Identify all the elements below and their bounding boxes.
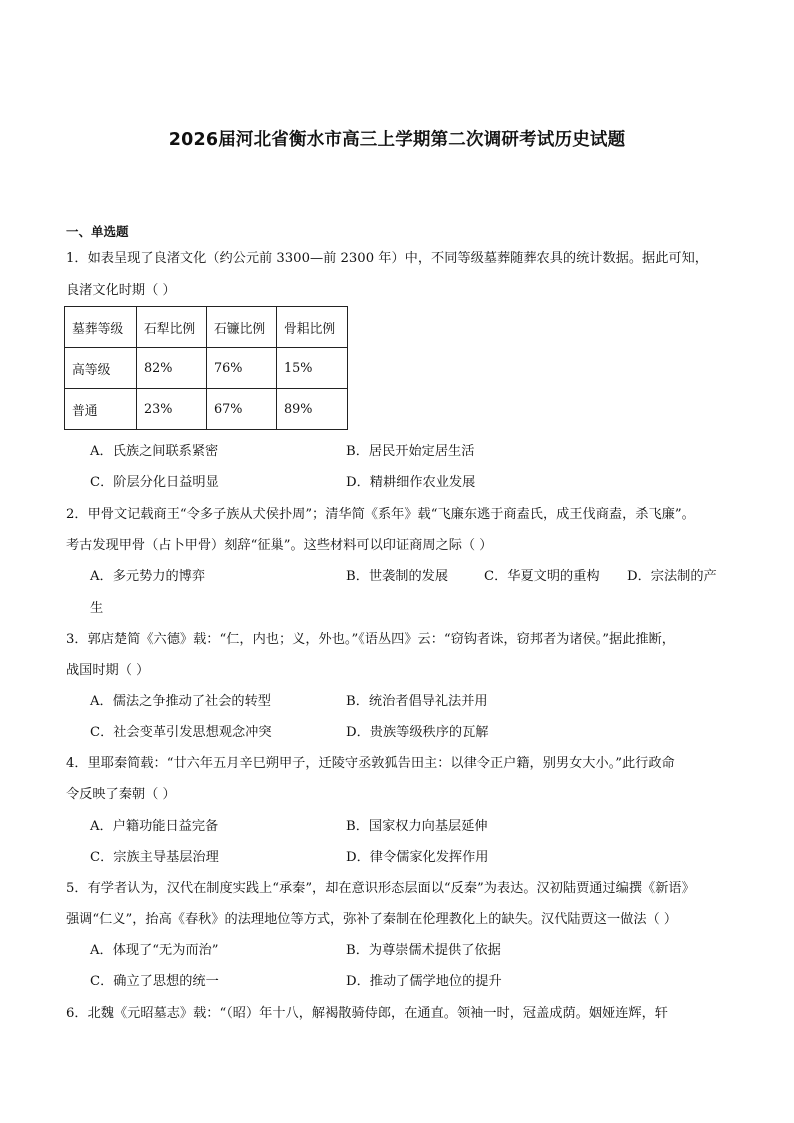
table-header-cell: 骨耜比例 — [277, 307, 348, 348]
table-cell: 23% — [137, 389, 207, 430]
option-b[interactable]: B．为尊崇儒术提供了依据 — [346, 943, 501, 958]
table-header-cell: 石犁比例 — [137, 307, 207, 348]
option-b[interactable]: B．国家权力向基层延伸 — [346, 819, 488, 834]
question-4-text: 4．里耶秦简载：“廿六年五月辛巳朔甲子，迁陵守丞敦狐告田主：以律令正户籍，别男女大小。”此行政命 — [66, 756, 675, 771]
option-b[interactable]: B．世袭制的发展 — [346, 569, 449, 584]
option-b[interactable]: B．统治者倡导礼法并用 — [346, 694, 488, 709]
table-cell: 89% — [277, 389, 348, 430]
table-row — [65, 348, 348, 389]
option-a[interactable]: A．儒法之争推动了社会的转型 — [90, 694, 271, 709]
table-row — [65, 389, 348, 430]
table-header-cell: 墓葬等级 — [65, 307, 137, 348]
question-2-text-cont: 考古发现甲骨（占卜甲骨）刻辞“征巢”。这些材料可以印证商周之际（ ） — [66, 538, 493, 553]
question-1-text-cont: 良渚文化时期（ ） — [66, 283, 176, 298]
option-d-wrap: 生 — [90, 601, 104, 616]
option-a[interactable]: A．体现了“无为而治” — [90, 943, 219, 958]
question-3-text: 3．郭店楚简《六德》载：“仁，内也；义，外也。”《语丛四》云：“窃钩者诛，窃邦者为诸侯。”据此推断， — [66, 632, 675, 647]
question-1-text: 1．如表呈现了良渚文化（约公元前 3300—前 2300 年）中，不同等级墓葬随葬农具的统计数据。据此可知， — [66, 251, 708, 266]
question-5-text: 5．有学者认为，汉代在制度实践上“承秦”，却在意识形态层面以“反秦”为表达。汉初陆贾通过编撰《新语》 — [66, 881, 695, 896]
option-c[interactable]: C．确立了思想的统一 — [90, 974, 219, 989]
question-2-text: 2．甲骨文记载商王“令多子族从犬侯扑周”；清华简《系年》载“飞廉东逃于商盍氏，成王伐商盍，杀飞廉”。 — [66, 507, 695, 522]
table-cell: 67% — [207, 389, 277, 430]
option-d[interactable]: D．推动了儒学地位的提升 — [346, 974, 502, 989]
option-d[interactable]: D．贵族等级秩序的瓦解 — [346, 725, 489, 740]
question-3-text-cont: 战国时期（ ） — [66, 663, 150, 678]
option-c[interactable]: C．阶层分化日益明显 — [90, 475, 219, 490]
option-a[interactable]: A．多元势力的博弈 — [90, 569, 206, 584]
question-4-text-cont: 令反映了秦朝（ ） — [66, 787, 176, 802]
page-title: 2026届河北省衡水市高三上学期第二次调研考试历史试题 — [168, 130, 626, 150]
option-a[interactable]: A．氏族之间联系紧密 — [90, 444, 219, 459]
table-header-row — [65, 307, 348, 348]
option-a[interactable]: A．户籍功能日益完备 — [90, 819, 219, 834]
table-header-cell: 石镰比例 — [207, 307, 277, 348]
table-cell: 82% — [137, 348, 207, 389]
table-cell: 15% — [277, 348, 348, 389]
table-cell: 高等级 — [65, 348, 137, 389]
section-heading: 一、单选题 — [66, 224, 129, 239]
option-d[interactable]: D．律令儒家化发挥作用 — [346, 850, 489, 865]
data-table — [64, 306, 348, 430]
option-d[interactable]: D．精耕细作农业发展 — [346, 475, 476, 490]
table-cell: 普通 — [65, 389, 137, 430]
option-b[interactable]: B．居民开始定居生活 — [346, 444, 475, 459]
option-c[interactable]: C．华夏文明的重构 — [484, 569, 600, 584]
option-c[interactable]: C．宗族主导基层治理 — [90, 850, 219, 865]
question-6-text: 6．北魏《元昭墓志》载：“（昭）年十八，解褐散骑侍郎，在通直。领袖一时，冠盖成荫。姻娅连辉，轩 — [66, 1006, 668, 1021]
option-d[interactable]: D．宗法制的产 — [627, 569, 717, 584]
question-5-text-cont: 强调“仁义”，抬高《春秋》的法理地位等方式，弥补了秦制在伦理教化上的缺失。汉代陆贾这一做法（ ） — [66, 912, 678, 927]
option-c[interactable]: C．社会变革引发思想观念冲突 — [90, 725, 272, 740]
table-cell: 76% — [207, 348, 277, 389]
